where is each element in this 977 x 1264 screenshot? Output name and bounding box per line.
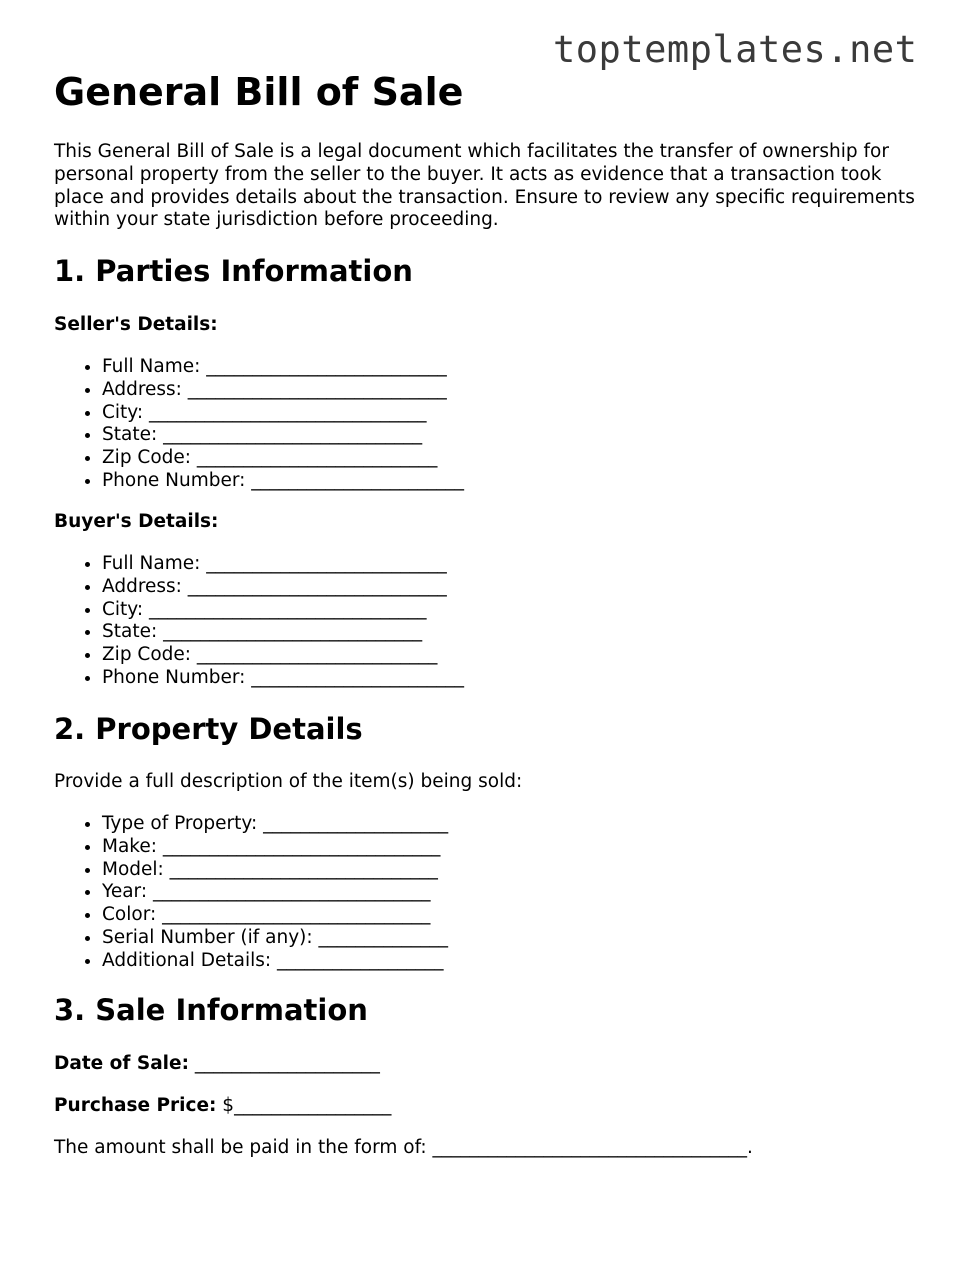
list-item: • State: ____________________________ xyxy=(102,621,464,644)
list-item: • Zip Code: __________________________ xyxy=(102,644,464,667)
list-item: • Full Name: __________________________ xyxy=(102,356,464,379)
buyer-details-label: Buyer's Details: xyxy=(54,511,219,532)
section-heading-sale: 3. Sale Information xyxy=(54,993,368,1027)
list-item: • Color: _____________________________ xyxy=(102,904,448,927)
purchase-price-line xyxy=(54,1095,391,1116)
buyer-details-list xyxy=(54,553,464,690)
list-item: • Serial Number (if any): ______________ xyxy=(102,927,448,950)
purchase-price-blank: $_________________ xyxy=(216,1095,392,1116)
list-item: • Make: ______________________________ xyxy=(102,836,448,859)
list-item: • Additional Details: __________________ xyxy=(102,950,448,973)
list-item: • Address: ____________________________ xyxy=(102,379,464,402)
property-details-list xyxy=(54,813,448,973)
intro-paragraph: This General Bill of Sale is a legal document which facilitates the transfer of ownership for personal property from the seller to the buyer. It acts as evidence that a transaction took place and provides details about the transaction. Ensure to review any specific requirements within your state jurisdiction before proceeding. xyxy=(54,141,915,231)
section-heading-parties: 1. Parties Information xyxy=(54,254,413,288)
seller-details-list xyxy=(54,356,464,493)
seller-details-label: Seller's Details: xyxy=(54,314,218,335)
date-of-sale-blank: ____________________ xyxy=(188,1053,380,1074)
list-item: • Address: ____________________________ xyxy=(102,576,464,599)
list-item: • City: ______________________________ xyxy=(102,402,464,425)
payment-form-line: The amount shall be paid in the form of: __________________________________. xyxy=(54,1137,753,1158)
list-item: • Phone Number: _______________________ xyxy=(102,470,464,493)
page-title: General Bill of Sale xyxy=(54,70,464,114)
list-item: • City: ______________________________ xyxy=(102,599,464,622)
date-of-sale-label: Date of Sale: xyxy=(54,1053,189,1074)
list-item: • Zip Code: __________________________ xyxy=(102,447,464,470)
list-item: • Model: _____________________________ xyxy=(102,859,448,882)
property-prompt: Provide a full description of the item(s) being sold: xyxy=(54,771,523,792)
list-item: • State: ____________________________ xyxy=(102,424,464,447)
purchase-price-label: Purchase Price: xyxy=(54,1095,217,1116)
date-of-sale-line xyxy=(54,1053,380,1074)
section-heading-property: 2. Property Details xyxy=(54,712,363,746)
list-item: • Full Name: __________________________ xyxy=(102,553,464,576)
watermark: toptemplates.net xyxy=(553,28,918,71)
list-item: • Year: ______________________________ xyxy=(102,881,448,904)
list-item: • Phone Number: _______________________ xyxy=(102,667,464,690)
list-item: • Type of Property: ____________________ xyxy=(102,813,448,836)
